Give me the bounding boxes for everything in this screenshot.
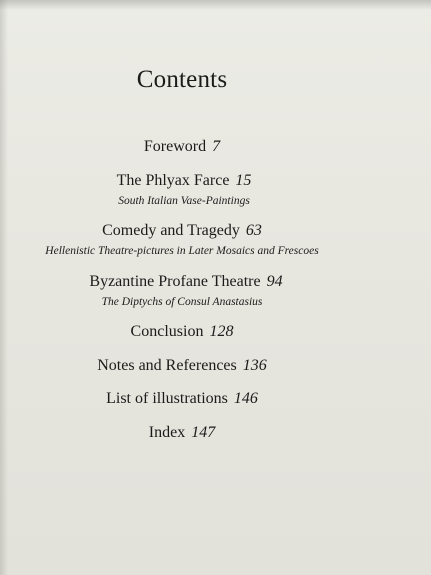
toc-entry-notes-references: [0, 356, 364, 376]
toc-entry-list-illustrations: [0, 389, 364, 409]
toc-entry-label: Comedy and Tragedy: [102, 222, 240, 239]
toc-entry-label: List of illustrations: [106, 390, 228, 407]
toc-entry-page: 94: [266, 273, 283, 290]
toc-entry-subtitle: South Italian Vase-Paintings: [118, 195, 250, 207]
toc-entry-conclusion: [0, 322, 364, 342]
page-top-shadow: [0, 0, 431, 10]
toc-entry-foreword: [0, 137, 364, 157]
toc-entry-page: 146: [233, 390, 258, 407]
toc-entry-label: Notes and References: [97, 357, 237, 374]
toc-entry-page: 136: [242, 357, 267, 374]
toc-entry-comedy-tragedy: [0, 221, 364, 258]
toc-entry-page: 7: [212, 138, 221, 155]
toc-entry-label: Byzantine Profane Theatre: [89, 273, 261, 290]
toc-entry-subtitle: The Diptychs of Consul Anastasius: [101, 296, 263, 308]
toc-entry-page: 128: [209, 323, 234, 340]
toc-entry-page: 15: [235, 172, 252, 189]
toc-entry-phlyax-farce: [0, 171, 364, 208]
toc-entry-label: The Phlyax Farce: [116, 172, 230, 189]
page-title: Contents: [136, 66, 228, 93]
toc-entry-index: [0, 423, 364, 443]
toc-entry-label: Index: [148, 424, 186, 441]
toc-entry-page: 147: [191, 424, 216, 441]
toc-entry-label: Conclusion: [130, 323, 204, 340]
toc-entry-label: Foreword: [143, 138, 207, 155]
toc-entry-subtitle: Hellenistic Theatre-pictures in Later Mosaics and Frescoes: [45, 245, 319, 257]
toc-entry-page: 63: [245, 222, 262, 239]
toc-entry-byzantine-theatre: [0, 272, 364, 309]
